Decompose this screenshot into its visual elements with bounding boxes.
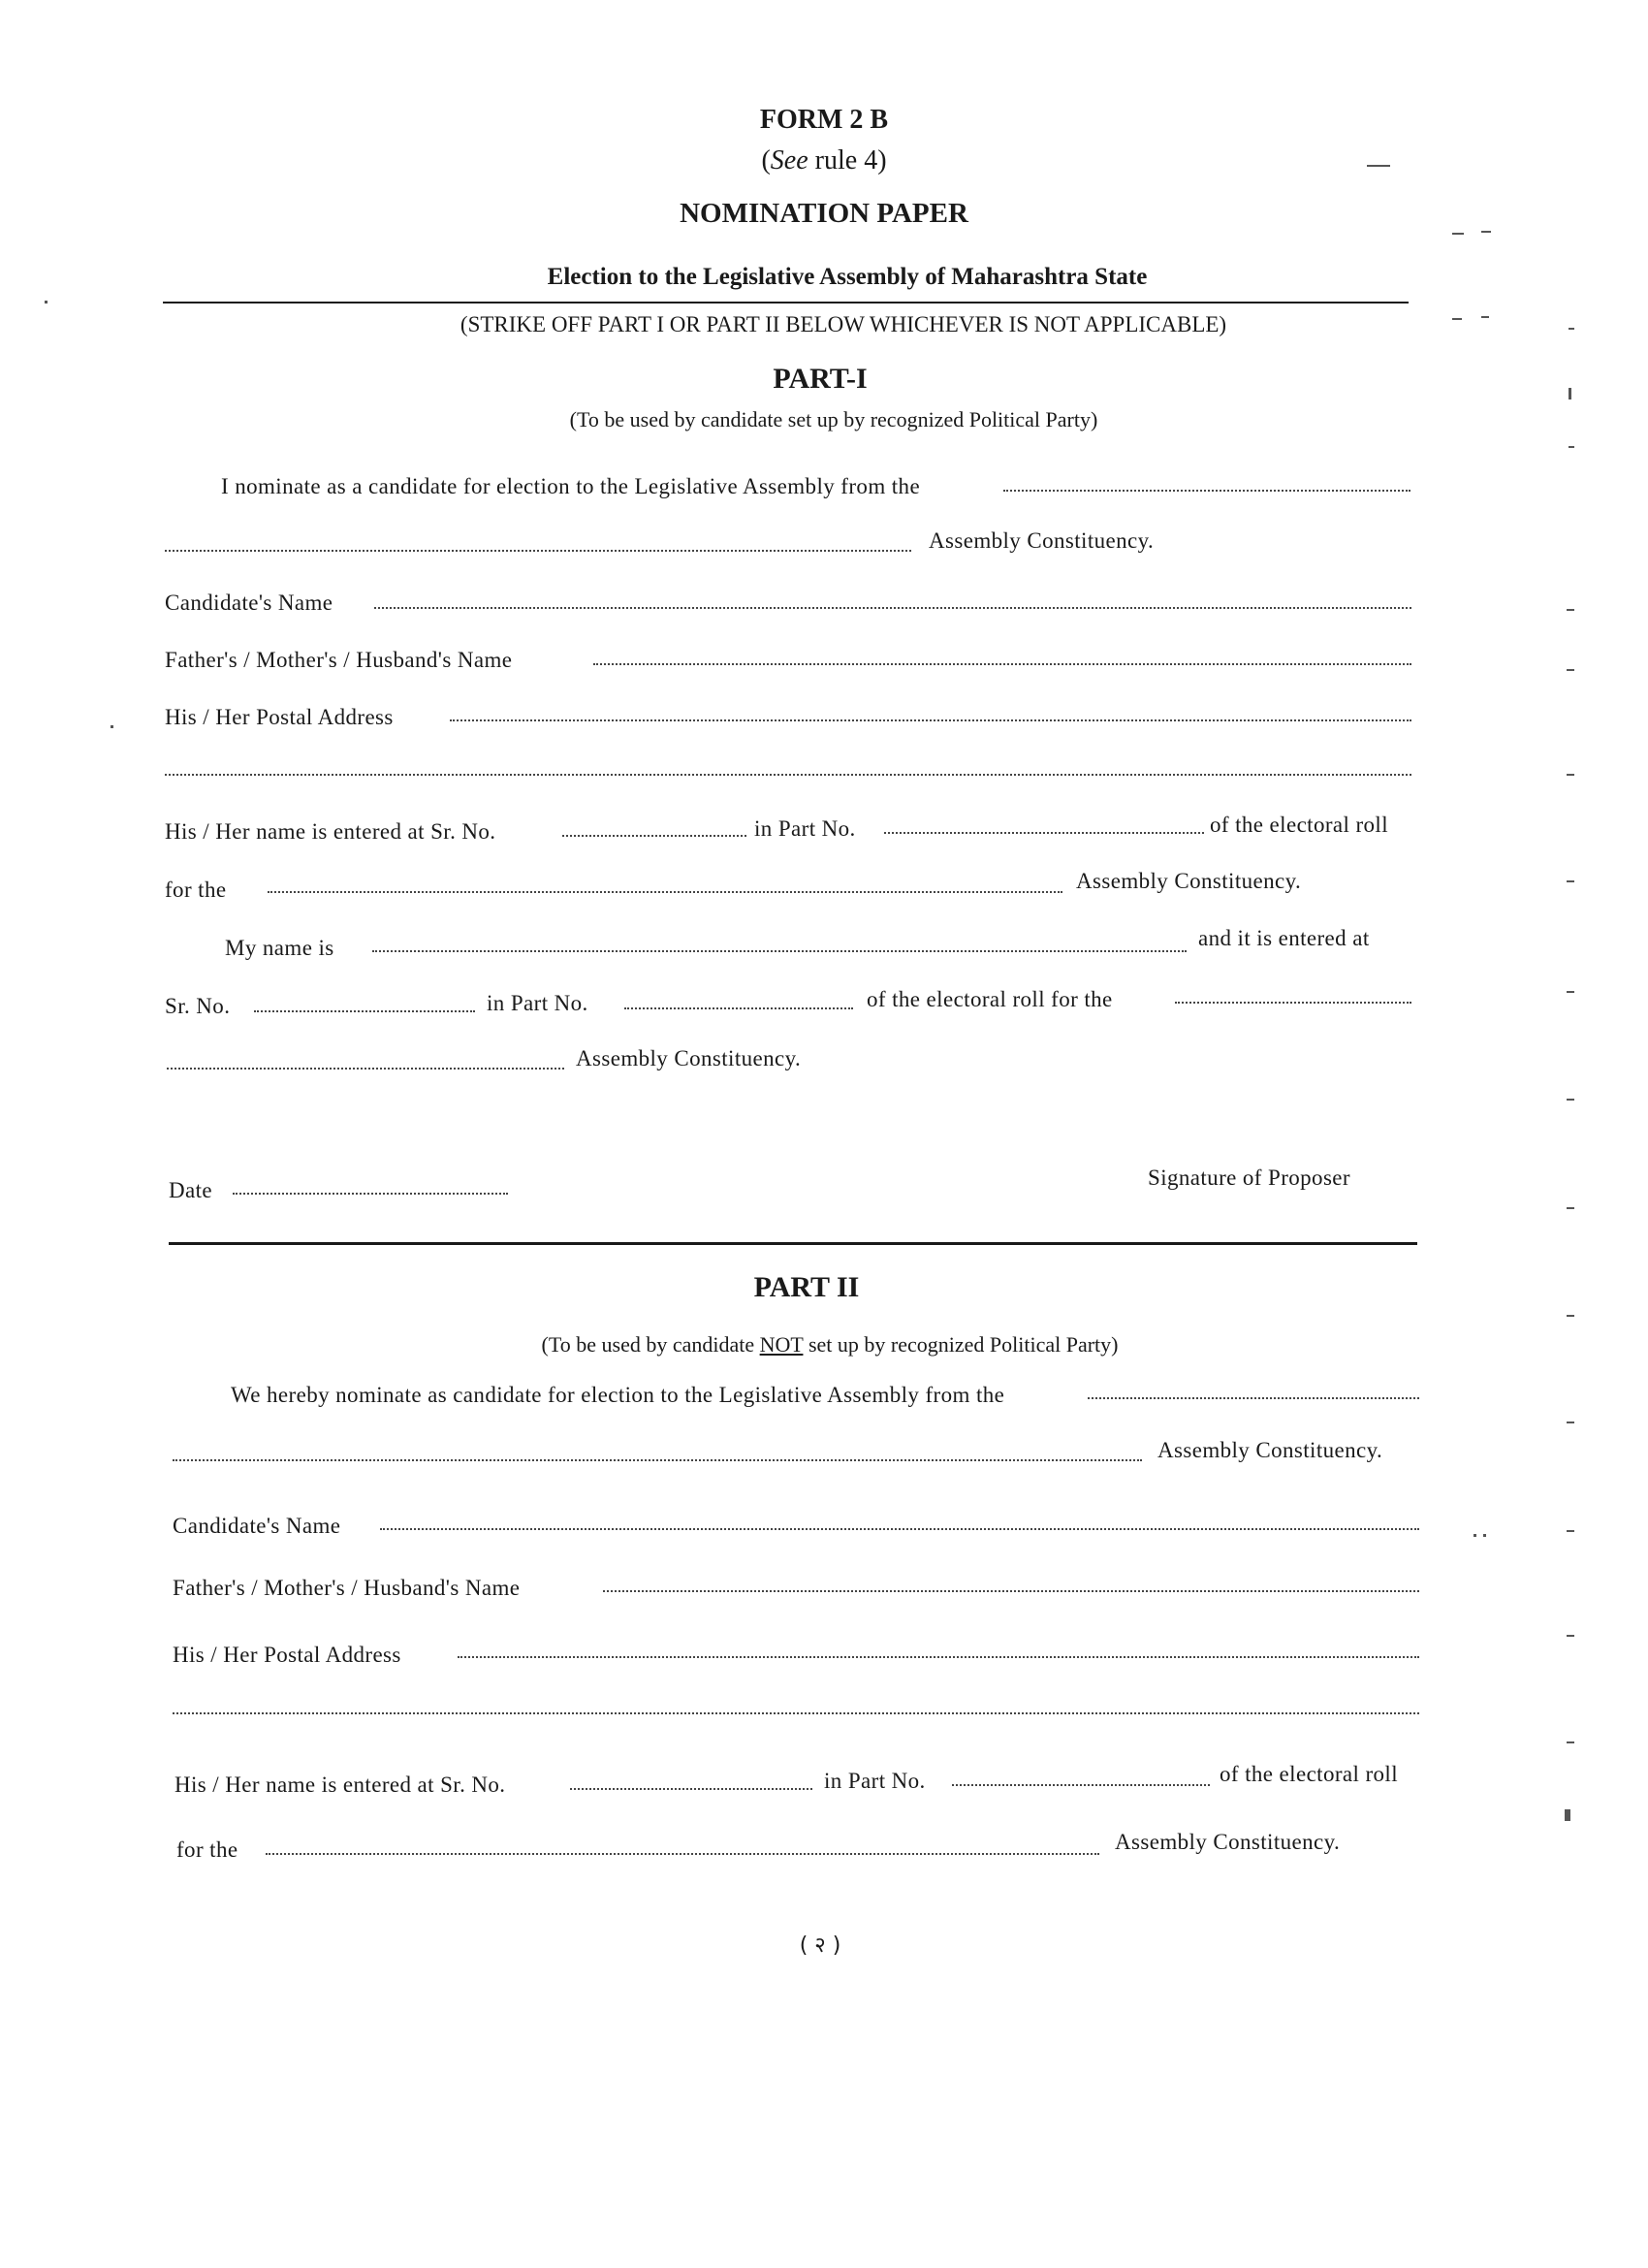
- part1-of-roll-for-label: of the electoral roll for the: [867, 987, 1113, 1011]
- part1-in-part-no-label: in Part No.: [754, 816, 856, 841]
- part2-subtitle-pre: (To be used by candidate: [541, 1332, 760, 1357]
- part2-subtitle-post: set up by recognized Political Party): [803, 1332, 1119, 1357]
- part1-entered-at-label: and it is entered at: [1198, 926, 1370, 950]
- part2-parent-name-label: Father's / Mother's / Husband's Name: [173, 1576, 521, 1600]
- part1-date-label: Date: [169, 1178, 213, 1202]
- part2-heading: PART II: [753, 1271, 860, 1303]
- part2-assembly-constituency-label-2: Assembly Constituency.: [1115, 1830, 1341, 1854]
- part2-candidate-name-label: Candidate's Name: [173, 1514, 341, 1538]
- election-title: Election to the Legislative Assembly of Maharashtra State: [547, 264, 1148, 290]
- part1-assembly-constituency-label: Assembly Constituency.: [929, 528, 1155, 553]
- rule-see: See: [770, 145, 808, 176]
- part2-for-the-label: for the: [176, 1837, 238, 1862]
- part1-nominate-label: I nominate as a candidate for election to the Legislative Assembly from the: [221, 474, 921, 498]
- part2-of-roll-label: of the electoral roll: [1220, 1762, 1399, 1786]
- part1-assembly-constituency-label-3: Assembly Constituency.: [576, 1046, 802, 1070]
- part1-postal-address-label: His / Her Postal Address: [165, 705, 394, 729]
- part1-subtitle: (To be used by candidate set up by recognized Political Party): [569, 407, 1098, 431]
- part2-postal-address-label: His / Her Postal Address: [173, 1643, 401, 1667]
- part1-sr-no-label: Sr. No.: [165, 994, 231, 1018]
- part1-candidate-name-label: Candidate's Name: [165, 591, 333, 615]
- form-number: FORM 2 B: [759, 105, 889, 135]
- part1-parent-name-label: Father's / Mother's / Husband's Name: [165, 648, 513, 672]
- part1-heading: PART-I: [773, 363, 868, 395]
- rule-suffix: rule 4): [808, 145, 887, 176]
- part1-of-roll-label: of the electoral roll: [1210, 813, 1389, 837]
- form-title: NOMINATION PAPER: [680, 198, 968, 229]
- page-number: ( २ ): [799, 1933, 841, 1958]
- part2-nominate-label: We hereby nominate as candidate for election to the Legislative Assembly from the: [231, 1383, 1005, 1407]
- part1-for-the-label: for the: [165, 878, 227, 902]
- rule-prefix: (: [761, 145, 771, 176]
- part2-entered-sr-label: His / Her name is entered at Sr. No.: [174, 1773, 506, 1797]
- part1-entered-sr-label: His / Her name is entered at Sr. No.: [165, 819, 496, 844]
- part1-part-no-label: in Part No.: [487, 991, 588, 1015]
- part2-subtitle-not: NOT: [759, 1332, 804, 1357]
- part1-my-name-label: My name is: [225, 936, 334, 960]
- part1-assembly-constituency-label-2: Assembly Constituency.: [1076, 869, 1302, 893]
- part1-signature-label: Signature of Proposer: [1148, 1166, 1350, 1190]
- part2-in-part-no-label: in Part No.: [824, 1769, 926, 1793]
- part2-assembly-constituency-label: Assembly Constituency.: [1157, 1438, 1383, 1462]
- strike-off-instruction: (STRIKE OFF PART I OR PART II BELOW WHICHEVER IS NOT APPLICABLE): [460, 312, 1227, 336]
